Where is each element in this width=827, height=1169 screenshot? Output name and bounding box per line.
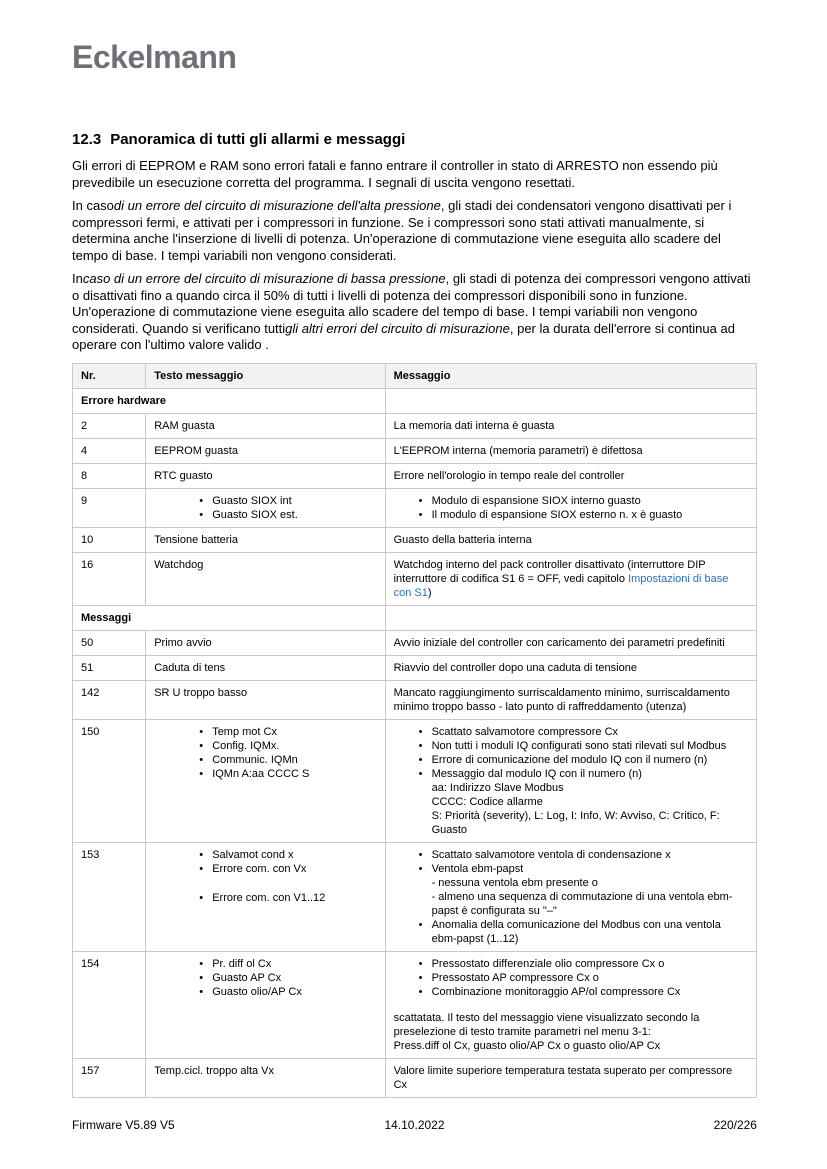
bullet-line: • Errore di comunicazione del modulo IQ con il numero (n)	[431, 753, 708, 766]
col-header-nr: Nr.	[73, 363, 146, 388]
cell-text: Temp.cicl. troppo alta Vx	[154, 1064, 275, 1077]
section-label: Messaggi	[73, 605, 386, 630]
cell-text: Primo avvio	[154, 636, 212, 649]
body-text: )	[427, 586, 432, 599]
messaggio-cell	[385, 655, 756, 680]
bullet-line: • Il modulo di espansione SIOX esterno n. x è guasto	[431, 508, 683, 521]
cell-line	[394, 1011, 748, 1039]
bullet-item	[199, 848, 376, 862]
bullet-item	[419, 494, 748, 508]
cell-text: RTC guasto	[154, 469, 213, 482]
emphasis-text: gli altri errori del circuito di misurazione	[285, 320, 510, 336]
bullet-line: • Salvamot cond x	[212, 848, 294, 861]
testo-cell	[146, 488, 385, 527]
cell-text: RAM guasta	[154, 419, 215, 432]
emphasis-text: di un errore del circuito di misurazione dell'alta pressione	[113, 198, 441, 213]
testo-cell	[146, 527, 385, 552]
nr-cell: 150	[73, 719, 146, 842]
bullet-line: • Errore com. con Vx	[212, 862, 307, 875]
bullet-item	[419, 862, 748, 918]
intro-paragraph	[72, 198, 757, 264]
bullet-item	[419, 985, 748, 999]
bullet-item	[199, 971, 376, 985]
bullet-line: - nessuna ventola ebm presente o	[431, 876, 598, 889]
messaggio-cell	[385, 842, 756, 951]
table-row	[73, 951, 757, 1058]
bullet-line: • Config. IQMx.	[212, 739, 280, 752]
footer-page-number: 220/226	[713, 1118, 757, 1132]
cell-text: Guasto della batteria interna	[393, 533, 532, 546]
section-title: Panoramica di tutti gli allarmi e messaggi	[110, 131, 406, 148]
cell-text: Tensione batteria	[154, 533, 238, 546]
table-row	[73, 552, 757, 605]
footer-date: 14.10.2022	[384, 1118, 445, 1132]
bullet-item	[199, 985, 376, 999]
bullet-line: • Pressostato differenziale olio compressore Cx o	[431, 957, 665, 970]
bullet-line: • Pr. diff ol Cx	[212, 957, 272, 970]
bullet-item	[199, 767, 376, 781]
testo-cell	[146, 552, 385, 605]
table-row	[73, 488, 757, 527]
nr-cell: 10	[73, 527, 146, 552]
testo-cell	[146, 655, 385, 680]
body-text: , per la durata dell'errore si continua ad operare con l'ultimo valore valido .	[72, 320, 735, 352]
cell-text: La memoria dati interna è guasta	[393, 419, 555, 432]
cell-text: Mancato raggiungimento surriscaldamento minimo, surriscaldamento minimo troppo basso - lato punto di raffreddamento (utenza)	[393, 686, 730, 713]
testo-cell	[146, 680, 385, 719]
section-label: Errore hardware	[73, 388, 386, 413]
company-logo: Eckelmann	[72, 39, 237, 75]
nr-cell: 8	[73, 463, 146, 488]
nr-cell: 2	[73, 413, 146, 438]
body-text: In caso	[72, 198, 114, 213]
bullet-item	[199, 891, 376, 905]
bullet-line: • Guasto SIOX int	[212, 494, 292, 507]
table-row	[73, 463, 757, 488]
nr-cell: 142	[73, 680, 146, 719]
body-text: Watchdog interno del pack controller disattivato (interruttore DIP interruttore di codifica S1 6 = OFF, vedi capitolo	[393, 558, 706, 585]
body-text: In	[72, 271, 83, 286]
bullet-line: • Communic. IQMn	[212, 753, 298, 766]
bullet-line: CCCC: Codice allarme	[431, 795, 543, 808]
table-header-row	[73, 363, 757, 388]
bullet-line: aa: Indirizzo Slave Modbus	[431, 781, 564, 794]
cell-text: EEPROM guasta	[154, 444, 238, 457]
bullet-list	[154, 725, 376, 781]
bullet-item	[199, 753, 376, 767]
table-row	[73, 1058, 757, 1097]
nr-cell: 4	[73, 438, 146, 463]
testo-cell	[146, 630, 385, 655]
cell-text: Valore limite superiore temperatura testata superato per compressore Cx	[393, 1064, 733, 1091]
bullet-item	[419, 767, 748, 837]
table-row	[73, 413, 757, 438]
body-text: , gli stadi di potenza dei compressori vengono attivati o disattivati fino a quando circa il 50% di tutti i livelli di potenza dei compressori disponibili sono in funzione. Un'operazione di commutazione viene eseguita allo scadere del tempo di base. I tempi variabili non vengono considerati. Quando si verificano tutti	[72, 271, 751, 336]
messaggio-cell	[385, 719, 756, 842]
bullet-line: • Guasto olio/AP Cx	[212, 985, 302, 998]
messaggio-cell	[385, 552, 756, 605]
bullet-line: • Scattato salvamotore ventola di condensazione x	[431, 848, 671, 861]
bullet-line: • Pressostato AP compressore Cx o	[431, 971, 599, 984]
cell-text: SR U troppo basso	[154, 686, 248, 699]
nr-cell: 9	[73, 488, 146, 527]
table-row	[73, 438, 757, 463]
bullet-item	[419, 957, 748, 971]
bullet-item	[419, 848, 748, 862]
bullet-line: • Temp mot Cx	[212, 725, 277, 738]
nr-cell: 154	[73, 951, 146, 1058]
bullet-line: • Modulo di espansione SIOX interno guasto	[431, 494, 641, 507]
table-row	[73, 680, 757, 719]
alarms-table	[72, 363, 757, 1098]
cell-line	[394, 1039, 748, 1053]
messaggio-cell	[385, 630, 756, 655]
cell-text: Riavvio del controller dopo una caduta di tensione	[393, 661, 637, 674]
testo-cell	[146, 413, 385, 438]
footer-firmware-version: Firmware V5.89 V5	[72, 1118, 175, 1132]
bullet-item	[419, 725, 748, 739]
cell-paragraph	[394, 558, 748, 600]
testo-cell	[146, 1058, 385, 1097]
bullet-item	[419, 508, 748, 522]
nr-cell: 51	[73, 655, 146, 680]
bullet-line: • IQMn A:aa CCCC S	[212, 767, 310, 780]
bullet-line: • Non tutti i moduli IQ configurati sono stati rilevati sul Modbus	[431, 739, 727, 752]
intro-paragraphs	[72, 158, 757, 354]
bullet-item	[419, 918, 748, 946]
bullet-item	[199, 862, 376, 876]
bullet-list	[154, 494, 376, 522]
bullet-list	[154, 957, 376, 999]
bullet-list	[394, 957, 748, 999]
bullet-item	[199, 739, 376, 753]
cell-text: Errore nell'orologio in tempo reale del controller	[393, 469, 625, 482]
section-row	[73, 605, 757, 630]
cell-text: L'EEPROM interna (memoria parametri) è difettosa	[393, 444, 643, 457]
bullet-item	[419, 739, 748, 753]
testo-cell	[146, 719, 385, 842]
section-heading	[72, 131, 757, 148]
bullet-line: • Scattato salvamotore compressore Cx	[431, 725, 619, 738]
bullet-line: • Combinazione monitoraggio AP/ol compressore Cx	[431, 985, 681, 998]
messaggio-cell	[385, 1058, 756, 1097]
bullet-list	[154, 848, 376, 905]
nr-cell: 153	[73, 842, 146, 951]
nr-cell: 16	[73, 552, 146, 605]
cell-line	[394, 558, 748, 600]
table-row	[73, 527, 757, 552]
cell-text: Avvio iniziale del controller con caricamento dei parametri predefiniti	[393, 636, 725, 649]
intro-paragraph	[72, 158, 757, 191]
bullet-item	[419, 971, 748, 985]
body-text: Press.diff ol Cx, guasto olio/AP Cx o guasto olio/AP Cx	[393, 1039, 661, 1052]
cell-text: Watchdog	[154, 558, 204, 571]
body-text: , gli stadi dei condensatori vengono disattivati per i compressori fermi, e attivati per i compressori in funzione. Se i compressori sono stati attivati manualmente, si determina anche l'inserzione di livelli di potenza. Un'operazione di commutazione viene eseguita allo scadere del tempo di base. I tempi variabili non vengono considerati.	[72, 198, 732, 263]
bullet-line: S: Priorità (severity), L: Log, I: Info, W: Avviso, C: Critico, F: Guasto	[431, 809, 720, 836]
cell-text: Caduta di tens	[154, 661, 226, 674]
section-row	[73, 388, 757, 413]
body-text: scattatata. Il testo del messaggio viene visualizzato secondo la preselezione di testo tramite parametri nel menu 3-1:	[393, 1011, 700, 1038]
bullet-item	[199, 508, 376, 522]
bullet-line: • Anomalia della comunicazione del Modbus con una ventola ebm-papst (1..12)	[431, 918, 721, 945]
table-row	[73, 655, 757, 680]
empty-cell	[385, 605, 756, 630]
messaggio-cell	[385, 680, 756, 719]
messaggio-cell	[385, 488, 756, 527]
bullet-line: • Messaggio dal modulo IQ con il numero (n)	[431, 767, 642, 780]
bullet-item	[199, 494, 376, 508]
testo-cell	[146, 438, 385, 463]
bullet-line: - almeno una sequenza di commutazione di una ventola ebm-papst è configurata su "–"	[431, 890, 733, 917]
bullet-item	[199, 957, 376, 971]
body-text: Gli errori di EEPROM e RAM sono errori fatali e fanno entrare il controller in stato di ARRESTO non essendo più prevedibile un esecuzione corretta del programma. I segnali di uscita vengono resettati.	[72, 158, 718, 190]
bullet-item	[199, 725, 376, 739]
table-row	[73, 630, 757, 655]
bullet-line: • Guasto SIOX est.	[212, 508, 298, 521]
testo-cell	[146, 951, 385, 1058]
col-header-messaggio: Messaggio	[385, 363, 756, 388]
emphasis-text: caso di un errore del circuito di misurazione di bassa pressione	[82, 271, 446, 286]
messaggio-cell	[385, 527, 756, 552]
bullet-line: • Errore com. con V1..12	[212, 891, 326, 904]
messaggio-cell	[385, 413, 756, 438]
table-row	[73, 719, 757, 842]
messaggio-cell	[385, 951, 756, 1058]
page-footer	[72, 1118, 757, 1132]
empty-cell	[385, 388, 756, 413]
bullet-line: • Guasto AP Cx	[212, 971, 282, 984]
bullet-list	[394, 848, 748, 946]
testo-cell	[146, 842, 385, 951]
bullet-item	[419, 753, 748, 767]
bullet-list	[394, 494, 748, 522]
bullet-line: • Ventola ebm-papst	[431, 862, 524, 875]
document-page	[72, 0, 757, 1098]
messaggio-cell	[385, 463, 756, 488]
col-header-testo-messaggio: Testo messaggio	[146, 363, 385, 388]
section-number: 12.3	[72, 131, 102, 148]
table-row	[73, 842, 757, 951]
cell-paragraph	[394, 1011, 748, 1053]
bullet-list	[394, 725, 748, 837]
messaggio-cell	[385, 438, 756, 463]
nr-cell: 50	[73, 630, 146, 655]
testo-cell	[146, 463, 385, 488]
intro-paragraph	[72, 271, 757, 354]
chapter-link[interactable]: Impostazioni di base con S1	[393, 572, 729, 599]
nr-cell: 157	[73, 1058, 146, 1097]
